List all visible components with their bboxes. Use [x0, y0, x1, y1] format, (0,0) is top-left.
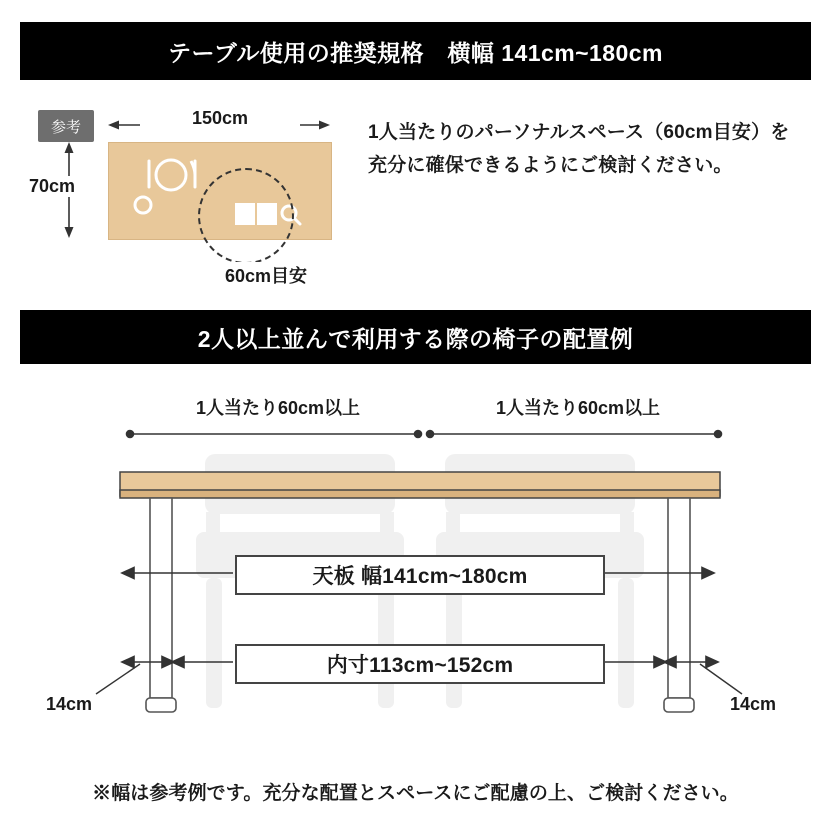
callout-inner-width: 内寸113cm~152cm: [235, 644, 605, 684]
leg-width-label-left: 14cm: [46, 694, 93, 714]
callout-tabletop-width: 天板 幅141cm~180cm: [235, 555, 605, 595]
section1-note: 1人当たりのパーソナルスペース（60cm目安）を充分に確保できるようにご検討ください。: [368, 122, 790, 177]
span-left-label: 1人当たり60cm以上: [195, 398, 361, 418]
personal-space-circle: [198, 168, 294, 264]
heading-banner-top: テーブル使用の推奨規格 横幅 141cm~180cm: [20, 22, 811, 80]
reference-badge: 参考: [38, 110, 94, 142]
section-reference-table: [0, 84, 831, 304]
height-dimension-label: 70cm: [20, 176, 84, 197]
section-chair-layout: [0, 372, 831, 752]
heading-banner-middle: 2人以上並んで利用する際の椅子の配置例: [20, 310, 811, 364]
leg-width-label-right: 14cm: [730, 694, 777, 714]
span-right-label: 1人当たり60cm以上: [495, 398, 661, 418]
personal-space-label: 60cm目安: [196, 262, 336, 288]
footer-note: ※幅は参考例です。充分な配置とスペースにご配慮の上、ご検討ください。: [92, 783, 739, 804]
width-dimension-label: 150cm: [140, 108, 300, 129]
